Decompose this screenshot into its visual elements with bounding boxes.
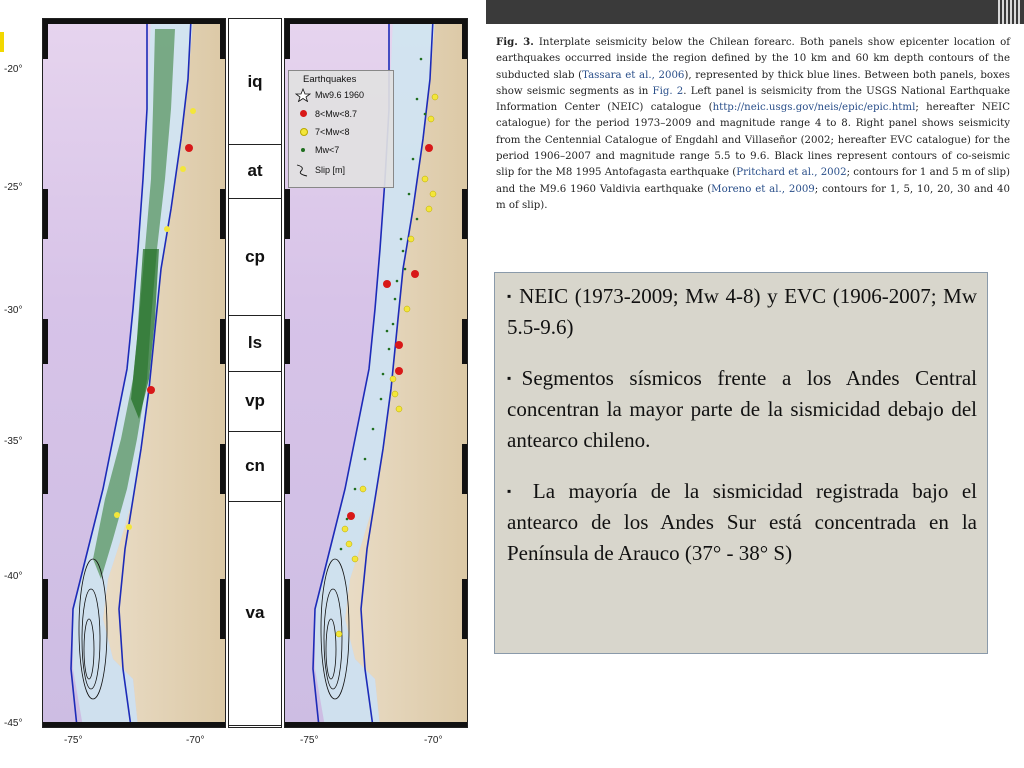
event-yellow [126,524,132,530]
lat-label: -45° [4,718,23,729]
event-red [383,280,391,288]
caption-text: Interplate seismicity below the Chilean forearc. Both panels show epicenter location of earthquakes occurred inside the region defined by the 10 km and 60 km depth contours of the subducted slab ( [496,37,1010,81]
neic-map [43,19,225,727]
caption-citation[interactable]: Tassara et al., 2006 [582,69,685,81]
bullet-paragraph [507,363,977,456]
caption-label: Fig. 3. [496,36,534,48]
segment-box: at [229,144,281,199]
top-bar-stripes [998,0,1020,24]
green-dot-icon [295,143,311,157]
bullet-text: Segmentos sísmicos frente a los Andes Central concentran la mayor parte de la sismicidad debajo del antearco chileno. [507,366,977,452]
bullet-paragraph [507,476,977,569]
event-yellow [180,166,186,172]
yellow-dot-icon [295,125,311,139]
caption-link[interactable]: http://neic.usgs.gov/neis/epic/epic.html [712,102,916,114]
legend-label: 7<Mw<8 [315,127,350,137]
lon-label: -70° [424,735,443,746]
bullet-text: La mayoría de la sismicidad registrada bajo el antearco de los Andes Sur está concentrada en la Península de Arauco (37° - 38° S) [507,479,977,565]
legend-item [295,125,350,139]
legend-label: Mw9.6 1960 [315,90,365,100]
seismicity-figure [0,0,486,768]
summary-textbox [494,272,988,654]
lat-label: -35° [4,436,23,447]
lon-label: -75° [300,735,319,746]
lat-label: -40° [4,571,23,582]
segment-box: cp [229,198,281,316]
bullet-marker: ▪ [507,484,520,498]
bullet-paragraph [507,281,977,343]
slip-line-icon [295,163,311,177]
caption-citation[interactable]: Moreno et al., 2009 [711,183,815,195]
legend-label: Slip [m] [315,165,346,175]
bullet-text: NEIC (1973-2009; Mw 4-8) y EVC (1906-2007; Mw 5.5-9.6) [507,284,978,339]
top-bar [486,0,1024,24]
caption-text: ), represented by thick blue lines. Between both panels, boxes show seismic segments as in [496,69,1010,97]
segment-box: vp [229,371,281,432]
star-icon [295,88,311,102]
neic-map-panel [42,18,226,728]
event-yellow [164,226,170,232]
event-red [411,270,419,278]
legend-item [295,88,364,102]
segment-box: iq [229,19,281,145]
legend-label: Mw<7 [315,145,340,155]
caption-citation[interactable]: Fig. 2 [652,85,684,97]
figure-caption [496,34,1010,214]
legend-title: Earthquakes [303,74,357,85]
event-red [395,367,403,375]
event-red [185,144,193,152]
legend-item [295,107,357,121]
caption-citation[interactable]: Pritchard et al., 2002 [736,167,847,179]
segment-box: va [229,501,281,726]
legend-item [295,143,339,157]
legend-item [295,163,345,177]
legend-label: 8<Mw<8.7 [315,109,358,119]
lon-label: -75° [64,735,83,746]
caption-text: . Left panel is seismicity from the USGS National Earthquake Information Center (NEIC) catalogue ( [496,85,1010,114]
event-yellow [114,512,120,518]
red-dot-icon [295,107,311,121]
segment-box: cn [229,431,281,502]
segment-box: ls [229,315,281,372]
lat-label: -25° [4,182,23,193]
segment-column [228,18,282,728]
earthquake-legend [288,70,394,188]
event-red [147,386,155,394]
bullet-marker: ▪ [507,289,513,303]
bullet-marker: ▪ [507,371,522,385]
lat-label: -20° [4,64,23,75]
event-red [395,341,403,349]
caption-text: ; contours for 1, 5, 10, 20, 30 and 40 m of slip). [496,183,1010,211]
caption-text: ; contours for 1 and 5 m of slip) and the M9.6 1960 Valdivia earthquake ( [496,167,1010,195]
lon-label: -70° [186,735,205,746]
lat-label: -30° [4,305,23,316]
event-yellow [190,108,196,114]
event-red [347,512,355,520]
event-red [425,144,433,152]
caption-text: ; hereafter NEIC catalogue) for the period 1973–2009 and magnitude range 4 to 8. Right panel shows seismicity from the Centennial Catalogue of Engdahl and Villaseñor (2002; hereafter EVC catalogue) for the period 1906–2007 and magnitude range 5.5 to 9.6. Black lines represent contours of co-seismic slip for the M8 1995 Antofagasta earthquake ( [496,102,1011,179]
